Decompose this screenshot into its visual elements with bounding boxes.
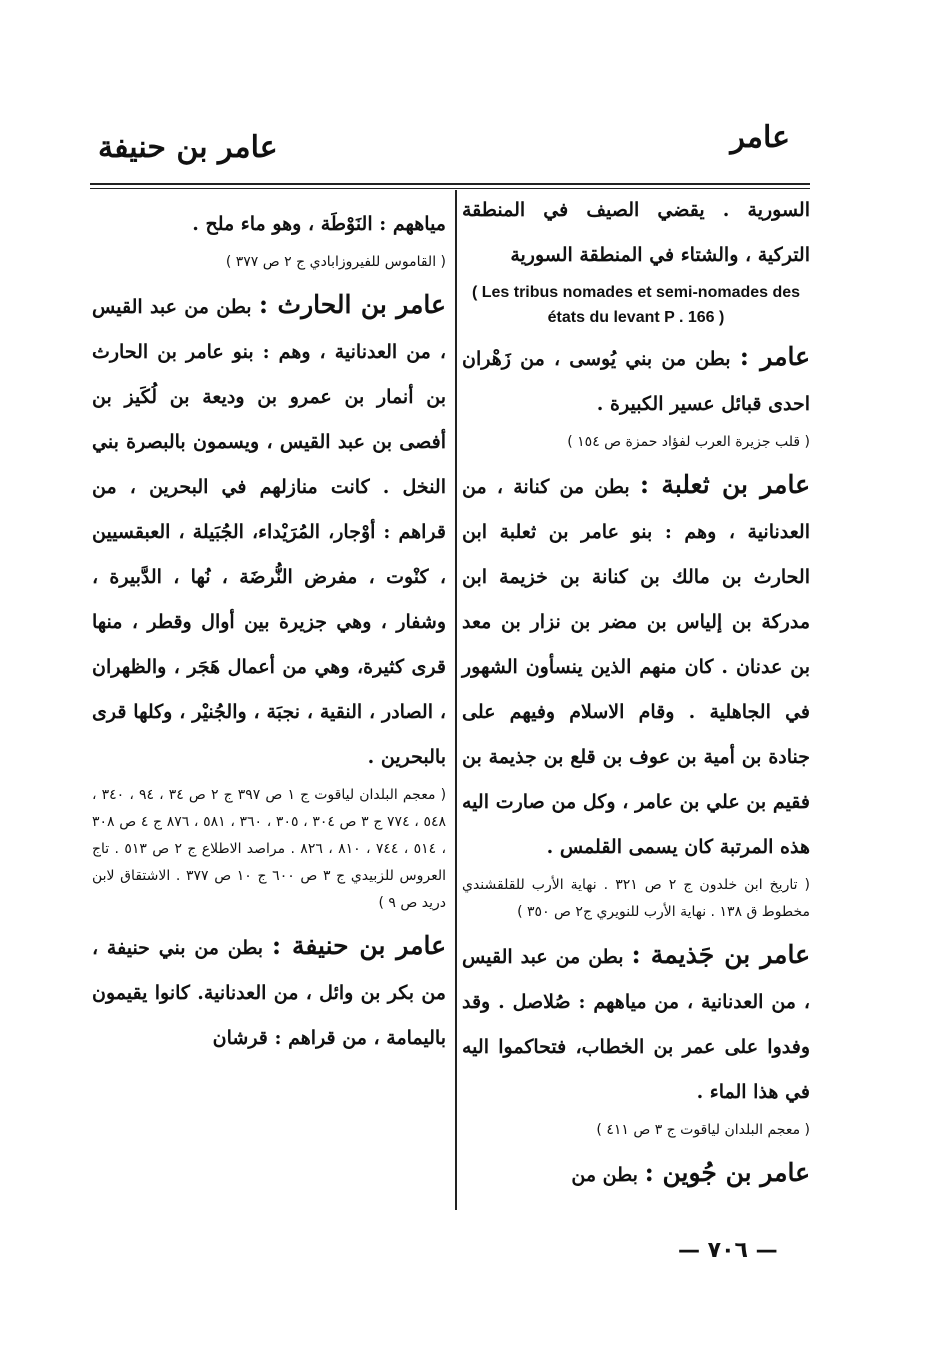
citation: ( معجم البلدان لياقوت ج ٣ ص ٤١١ )	[596, 1122, 810, 1138]
entry-text: بطن من كنانة ، من العدنانية ، وهم : بنو عامر بن ثعلبة ابن الحارث بن مالك بن كنانة بن خزيمة ابن مدركة بن إلياس بن مضر بن نزار بن معد بن عدنان . كان منهم الذين ينسأون الشهور في الجاهلية . وقام الاسلام وفيهم على جنادة بن أمية بن عوف بن قلع بن جذيمة بن فقيم بن علي بن عامر ، وكل من صارت اليه هذه المرتبة كان يسمى القلمس .	[462, 476, 810, 858]
right-column	[462, 188, 810, 1198]
entry-amir-bin-hanifa	[92, 923, 446, 1061]
left-column	[92, 202, 446, 1061]
entry-heading: عامر بن جَذيمة :	[631, 940, 810, 969]
entry-heading: عامر بن الحارث :	[258, 290, 446, 319]
entry-amir-bin-al-harith	[92, 282, 446, 780]
continued-paragraph: السورية . يقضي الصيف في المنطقة التركية ، والشتاء في المنطقة السورية	[462, 199, 810, 266]
entry-amir	[462, 334, 810, 427]
entry-text: بطن من بني حنيفة ، من بكر بن وائل ، من العدنانية. كانوا يقيمون باليمامة ، من قراهم : قرشان	[92, 937, 446, 1049]
entry-text: بطن من عبد القيس ، من العدنانية ، وهم : بنو عامر بن الحارث بن أنمار بن عمرو بن وديعة بن لُكَيز بن أفصى بن عبد القيس ، ويسمون بالبصرة بني النخل . كانت منازلهم في البحرين ، من قراهم : أوْجار، المُرَيْداء، الجُبَيلة ، العبقسيين ، كنْوت ، مفرض النُّرضَة ، نُها ، الدَّبيرة ، وشفار ، وهي جزيرة بين أوال وقطر ، منها قرى كثيرة، وهي من أعمال هَجَر ، والظهران ، الصادر ، النقية ، نجبَة ، والجُنيْر ، وكلها قرى بالبحرين .	[92, 296, 446, 768]
citation: ( قلب جزيرة العرب لفؤاد حمزة ص ١٥٤ )	[567, 434, 810, 450]
citation-latin: ( Les tribus nomades et semi-nomades des états du levant P . 166 )	[471, 284, 801, 326]
entry-heading: عامر بن جُوين :	[644, 1158, 810, 1187]
citation: ( تاريخ ابن خلدون ج ٢ ص ٣٢١ . نهاية الأرب للقلقشندي مخطوط ق ١٣٨ . نهاية الأرب للنويري ج٢ ص ٣٥٠ )	[462, 877, 810, 920]
continued-paragraph: مياههم : النَوْطَة ، وهو ماء ملح .	[192, 213, 446, 235]
citation: ( القاموس للفيروزابادي ج ٢ ص ٣٧٧ )	[225, 254, 446, 270]
page-number: — ٧٠٦ —	[678, 1238, 778, 1263]
entry-text: بطن من عبد القيس ، من العدنانية ، من مياههم : صُلاصل . وقد وفدوا على عمر بن الخطاب، فتحاكموا اليه في هذا الماء .	[462, 946, 810, 1103]
running-head-left: عامر بن حنيفة	[98, 130, 278, 165]
column-divider	[455, 190, 457, 1210]
entry-amir-bin-juwayn	[462, 1150, 810, 1198]
entry-heading: عامر بن حنيفة :	[271, 931, 447, 960]
header-rule	[90, 183, 810, 185]
running-head-right: عامر	[730, 120, 790, 155]
entry-amir-bin-jadhima	[462, 932, 810, 1115]
entry-heading: عامر بن ثعلبة :	[639, 470, 810, 499]
entry-text: بطن من بني يُوسى ، من زَهْران احدى قبائل عسير الكبيرة .	[462, 348, 810, 415]
entry-text: بطن من	[571, 1164, 638, 1186]
citation: ( معجم البلدان لياقوت ج ١ ص ٣٩٧ ج ٢ ص ٣٤ ، ٩٤ ، ٣٤٠ ، ٥٤٨ ، ٧٧٤ ج ٣ ص ٣٠٤ ، ٣٠٥ ، ٣٦٠ ، ٥٨١ ، ٨٧٦ ج ٤ ص ٣٠٨ ، ٥١٤ ، ٧٤٤ ، ٨١٠ ، ٨٢٦ . مراصد الاطلاع ج ٢ ص ٥١٣ . تاج العروس للزبيدي ج ٣ ص ٦٠٠ ج ١٠ ص ٣٧٧ . الاشتقاق لابن دريد ص ٩ )	[92, 787, 447, 911]
entry-heading: عامر :	[739, 342, 810, 371]
entry-amir-bin-thalaba	[462, 462, 810, 870]
